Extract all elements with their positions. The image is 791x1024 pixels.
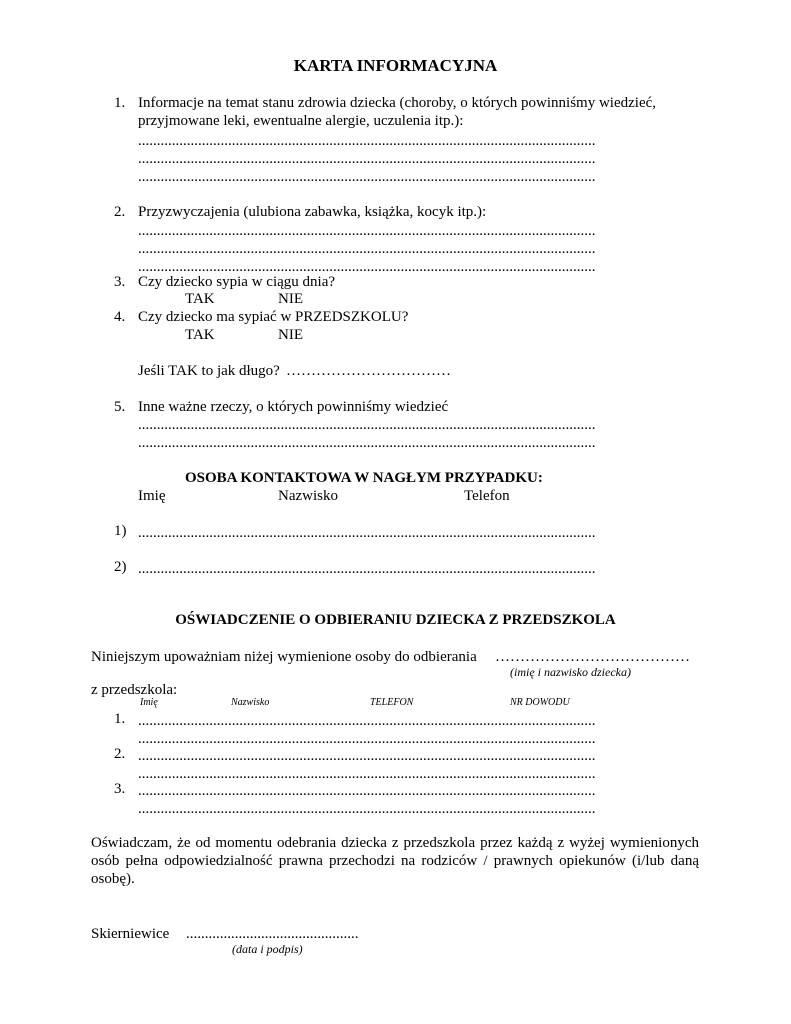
- declaration-statement: Oświadczam, że od momentu odebrania dziecka z przedszkola przez każdą z wyżej wymienionych osób pełna odpowiedzialność prawna przechodzi na rodziców / prawnych opiekunów (i/lub daną osobę).: [91, 835, 699, 887]
- question-4-text: Czy dziecko ma sypiać w PRZEDSZKOLU?: [138, 309, 409, 325]
- contact-col-last-name: Nazwisko: [278, 488, 338, 504]
- col-phone: TELEFON: [370, 697, 414, 708]
- answer-line[interactable]: ..........................................................................................................................: [138, 241, 596, 257]
- col-first-name: Imię: [140, 697, 158, 708]
- page-title: KARTA INFORMACYJNA: [293, 56, 498, 75]
- person-3-number: 3.: [114, 781, 126, 797]
- question-1-text: Informacje na temat stanu zdrowia dziecka (choroby, o których powinniśmy wiedzieć,: [138, 95, 657, 111]
- question-4-yes[interactable]: TAK: [185, 327, 215, 343]
- question-5-number: 5.: [114, 399, 126, 415]
- person-2-line[interactable]: ..........................................................................................................................: [138, 748, 596, 764]
- question-4-number: 4.: [114, 309, 126, 325]
- answer-line[interactable]: ..........................................................................................................................: [138, 151, 596, 167]
- col-last-name: Nazwisko: [231, 697, 270, 708]
- signature-line[interactable]: ..............................................: [186, 926, 359, 942]
- person-1-number: 1.: [114, 711, 126, 727]
- person-1-line-cont[interactable]: ..........................................................................................................................: [138, 731, 596, 747]
- question-4-followup: Jeśli TAK to jak długo?: [138, 363, 280, 379]
- child-name-line[interactable]: …………………………………: [495, 649, 690, 665]
- col-id-number: NR DOWODU: [510, 697, 570, 708]
- person-2-number: 2.: [114, 746, 126, 762]
- contact-heading: OSOBA KONTAKTOWA W NAGŁYM PRZYPADKU:: [185, 470, 543, 486]
- contact-row-1-number: 1): [114, 523, 127, 539]
- person-3-line-cont[interactable]: ..........................................................................................................................: [138, 801, 596, 817]
- contact-col-phone: Telefon: [464, 488, 510, 504]
- contact-row-1-line[interactable]: ..........................................................................................................................: [138, 525, 596, 541]
- question-1-number: 1.: [114, 95, 126, 111]
- question-4-no[interactable]: NIE: [278, 327, 303, 343]
- child-name-hint: (imię i nazwisko dziecka): [510, 665, 631, 679]
- signature-hint: (data i podpis): [232, 942, 303, 956]
- question-5-text: Inne ważne rzeczy, o których powinniśmy wiedzieć: [138, 399, 449, 415]
- declaration-intro: Niniejszym upoważniam niżej wymienione osoby do odbierania: [91, 649, 477, 665]
- question-3-number: 3.: [114, 274, 126, 290]
- answer-line[interactable]: ..........................................................................................................................: [138, 435, 596, 451]
- answer-line[interactable]: ..........................................................................................................................: [138, 133, 596, 149]
- answer-line[interactable]: ..........................................................................................................................: [138, 259, 596, 275]
- question-2-text: Przyzwyczajenia (ulubiona zabawka, książka, kocyk itp.):: [138, 204, 487, 220]
- question-3-no[interactable]: NIE: [278, 291, 303, 307]
- contact-row-2-number: 2): [114, 559, 127, 575]
- declaration-intro-cont: z przedszkola:: [91, 682, 178, 698]
- contact-row-2-line[interactable]: ..........................................................................................................................: [138, 561, 596, 577]
- signature-place: Skierniewice: [91, 926, 170, 942]
- declaration-heading: OŚWIADCZENIE O ODBIERANIU DZIECKA Z PRZEDSZKOLA: [175, 612, 616, 628]
- answer-line[interactable]: ..........................................................................................................................: [138, 417, 596, 433]
- answer-line[interactable]: ..........................................................................................................................: [138, 223, 596, 239]
- question-3-text: Czy dziecko sypia w ciągu dnia?: [138, 274, 336, 290]
- contact-col-first-name: Imię: [138, 488, 166, 504]
- answer-line[interactable]: ……………………………: [286, 363, 451, 379]
- person-3-line[interactable]: ..........................................................................................................................: [138, 783, 596, 799]
- person-2-line-cont[interactable]: ..........................................................................................................................: [138, 766, 596, 782]
- answer-line[interactable]: ..........................................................................................................................: [138, 169, 596, 185]
- question-3-yes[interactable]: TAK: [185, 291, 215, 307]
- question-1-text-cont: przyjmowane leki, ewentualne alergie, uczulenia itp.):: [138, 113, 464, 129]
- person-1-line[interactable]: ..........................................................................................................................: [138, 713, 596, 729]
- question-2-number: 2.: [114, 204, 126, 220]
